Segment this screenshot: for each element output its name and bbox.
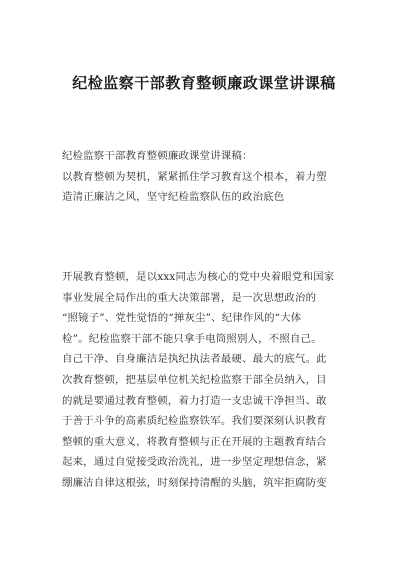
intro-line: 纪检监察干部教育整顿廉政课堂讲课稿： xyxy=(62,150,253,162)
body-line: 检”。纪检监察干部不能只拿手电筒照别人，不照自己。 xyxy=(62,332,322,345)
body-line: “照镜子”、党性觉悟的“掸灰尘”、纪律作风的“大体 xyxy=(62,312,302,325)
body-line: 绷廉洁自律这根弦，时刻保持清醒的头脑，筑牢拒腐防变 xyxy=(62,476,327,489)
body-paragraph xyxy=(62,267,354,494)
intro-paragraph xyxy=(62,146,354,208)
document-title: 纪检监察干部教育整顿廉政课堂讲课稿 xyxy=(72,74,336,92)
intro-line: 以教育整顿为契机，紧紧抓住学习教育这个根本，着力塑 xyxy=(62,170,327,183)
body-line: 整顿的重大意义，将教育整顿与正在开展的主题教育结合 xyxy=(62,435,327,448)
body-line: 开展教育整顿，是以xxx同志为核心的党中央着眼党和国家 xyxy=(62,271,335,283)
body-line: 自己干净、自身廉洁是执纪执法者最硬、最大的底气。此 xyxy=(62,353,327,366)
body-line: 事业发展全局作出的重大决策部署，是一次思想政治的 xyxy=(62,291,317,304)
body-line: 的就是要通过教育整顿，着力打造一支忠诚干净担当、敢 xyxy=(62,394,327,407)
body-line: 于善于斗争的高素质纪检监察铁军。我们要深刻认识教育 xyxy=(62,415,327,428)
body-line: 次教育整顿，把基层单位机关纪检监察干部全员纳入，目 xyxy=(62,373,327,386)
body-line: 起来，通过自觉接受政治洗礼，进一步坚定理想信念，紧 xyxy=(62,456,327,469)
intro-line: 造清正廉洁之风，坚守纪检监察队伍的政治底色 xyxy=(62,191,285,204)
